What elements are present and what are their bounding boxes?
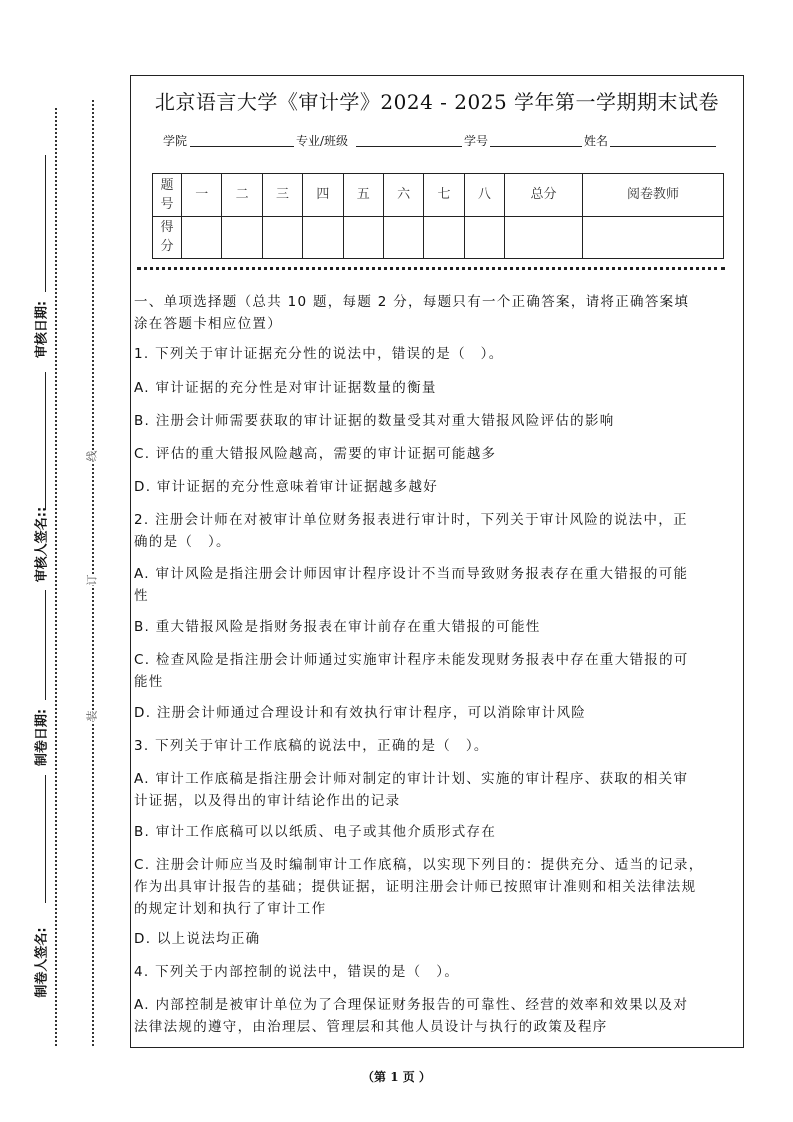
paragraph-line: 计证据，以及得出的审计结论作出的记录	[134, 793, 401, 809]
paragraph-line: C. 注册会计师应当及时编制审计工作底稿，以实现下列目的：提供充分、适当的记录，	[134, 857, 704, 873]
paragraph	[134, 821, 744, 843]
maker-date-line	[45, 775, 46, 903]
score-cell[interactable]	[343, 216, 383, 259]
binding-mark-bind: 订	[82, 575, 102, 586]
score-table	[152, 173, 724, 259]
binding-mark-line: 线	[82, 451, 102, 462]
col-3: 三	[262, 174, 302, 217]
paragraph-line: 确的是（ ）。	[134, 534, 231, 550]
field-name-label: 姓名	[584, 134, 609, 148]
col-8: 八	[464, 174, 504, 217]
paragraph	[134, 476, 744, 498]
score-cell[interactable]	[222, 216, 262, 259]
score-cell[interactable]	[383, 216, 423, 259]
score-cell[interactable]	[583, 216, 724, 259]
maker-date-line-upper	[45, 590, 46, 700]
paragraph-line: B. 重大错报风险是指财务报表在审计前存在重大错报的可能性	[134, 619, 541, 635]
review-date-label: 审核日期:	[34, 300, 50, 359]
col-1: 一	[182, 174, 222, 217]
field-student-id-input[interactable]	[490, 146, 582, 147]
reviewer-sign-label: 审核人签名::	[34, 506, 50, 583]
score-cell[interactable]	[464, 216, 504, 259]
paragraph-line: 2. 注册会计师在对被审计单位财务报表进行审计时，下列关于审计风险的说法中，正	[134, 512, 688, 528]
field-college-label: 学院	[163, 134, 188, 148]
binding-dotted-line-outer	[55, 108, 57, 1046]
score-cell[interactable]	[424, 216, 464, 259]
paragraph-line: B. 注册会计师需要获取的审计证据的数量受其对重大错报风险评估的影响	[134, 413, 615, 429]
paragraph-line: A. 审计工作底稿是指注册会计师对制定的审计计划、实施的审计程序、获取的相关审	[134, 771, 689, 787]
maker-sign-label: 制卷人签名:	[34, 927, 50, 998]
paragraph-line: D. 以上说法均正确	[134, 931, 261, 947]
header-label: 题 号	[153, 174, 182, 217]
field-major-input[interactable]	[356, 146, 462, 147]
paragraph	[134, 854, 744, 920]
paragraph-line: 4. 下列关于内部控制的说法中，错误的是（ ）。	[134, 964, 460, 980]
page-number: （第 1 页 ）	[362, 1070, 431, 1084]
exam-title: 北京语言大学《审计学》2024 - 2025 学年第一学期期末试卷	[154, 90, 720, 114]
paragraph-line: 能性	[134, 674, 164, 690]
field-student-id-label: 学号	[464, 134, 489, 148]
paragraph-line: 作为出具审计报告的基础；提供证据，证明注册会计师已按照审计准则和相关法律法规	[134, 879, 697, 895]
paragraph-line: 1. 下列关于审计证据充分性的说法中，错误的是（ ）。	[134, 346, 504, 362]
binding-dotted-line-inner	[92, 100, 94, 1046]
score-label: 得 分	[153, 216, 182, 259]
paragraph	[134, 961, 744, 983]
paragraph	[134, 702, 744, 724]
col-2: 二	[222, 174, 262, 217]
paragraph-line: 性	[134, 588, 149, 604]
paragraph-line: B. 审计工作底稿可以以纸质、电子或其他介质形式存在	[134, 824, 497, 840]
paragraph-line: D. 审计证据的充分性意味着审计证据越多越好	[134, 479, 439, 495]
score-table-score-row	[153, 216, 724, 259]
field-major-label: 专业/班级	[296, 134, 349, 148]
separator-dotted-line	[137, 267, 725, 270]
col-5: 五	[343, 174, 383, 217]
paragraph	[134, 616, 744, 638]
field-name-input[interactable]	[610, 146, 716, 147]
paragraph	[134, 509, 744, 553]
binding-mark-staple: 装	[82, 711, 102, 722]
score-cell[interactable]	[505, 216, 583, 259]
paragraph-line: A. 内部控制是被审计单位为了合理保证财务报告的可靠性、经营的效率和效果以及对	[134, 997, 689, 1013]
col-4: 四	[303, 174, 343, 217]
col-total: 总分	[505, 174, 583, 217]
paragraph	[134, 563, 744, 607]
paragraph-line: 涂在答题卡相应位置）	[134, 316, 282, 332]
paragraph-line: 一、单项选择题（总共 10 题，每题 2 分，每题只有一个正确答案，请将正确答案填	[134, 294, 690, 310]
col-7: 七	[424, 174, 464, 217]
paragraph-line: 的规定计划和执行了审计工作	[134, 901, 327, 917]
score-cell[interactable]	[262, 216, 302, 259]
paragraph	[134, 928, 744, 950]
paragraph	[134, 994, 744, 1038]
score-cell[interactable]	[182, 216, 222, 259]
paragraph	[134, 343, 744, 365]
paragraph	[134, 649, 744, 693]
paragraph	[134, 735, 744, 757]
paragraph	[134, 443, 744, 465]
paragraph-line: A. 审计证据的充分性是对审计证据数量的衡量	[134, 380, 437, 396]
paragraph	[134, 768, 744, 812]
col-grader: 阅卷教师	[583, 174, 724, 217]
paragraph	[134, 410, 744, 432]
paragraph-line: A. 审计风险是指注册会计师因审计程序设计不当而导致财务报表存在重大错报的可能	[134, 566, 689, 582]
paragraph-line: C. 评估的重大错报风险越高，需要的审计证据可能越多	[134, 446, 497, 462]
paragraph-line: C. 检查风险是指注册会计师通过实施审计程序未能发现财务报表中存在重大错报的可	[134, 652, 689, 668]
reviewer-sign-line	[45, 372, 46, 510]
maker-date-label: 制卷日期:	[34, 708, 50, 767]
paragraph-line: 3. 下列关于审计工作底稿的说法中，正确的是（ ）。	[134, 738, 489, 754]
field-college-input[interactable]	[190, 146, 294, 147]
paragraph	[134, 377, 744, 399]
paragraph-line: D. 注册会计师通过合理设计和有效执行审计程序，可以消除审计风险	[134, 705, 587, 721]
paragraph	[134, 291, 744, 335]
review-date-line	[45, 155, 46, 292]
paragraph-line: 法律法规的遵守，由治理层、管理层和其他人员设计与执行的政策及程序	[134, 1019, 608, 1035]
score-cell[interactable]	[303, 216, 343, 259]
score-table-header-row	[153, 174, 724, 217]
col-6: 六	[383, 174, 423, 217]
